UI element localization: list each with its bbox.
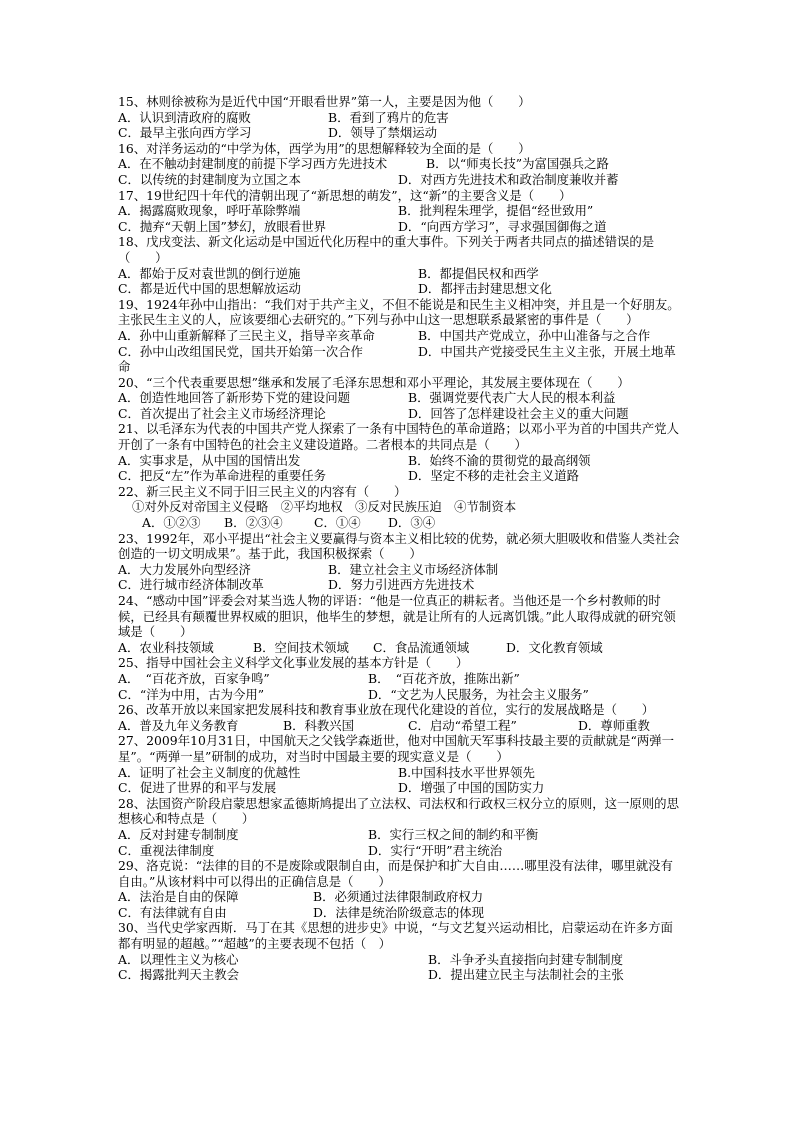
- option-c: C．重视法律制度: [118, 842, 215, 858]
- option-d: D．“文艺为人民服务，为社会主义服务”: [368, 686, 589, 702]
- option-c: C．把反“左”作为革命进程的重要任务: [118, 468, 327, 484]
- option-b: B．科教兴国: [283, 717, 355, 733]
- question-stem: 23、1992年，邓小平提出“社会主义要赢得与资本主义相比较的优势，就必须大胆吸收和借鉴人类社会创造的一切文明成果”。基于此，我国积极探索（ ）: [118, 530, 680, 562]
- option-c: C．以传统的封建制度为立国之本: [118, 171, 301, 187]
- question-stem: 17、19世纪四十年代的清朝出现了“新思想的萌发”，这“新”的主要含义是（ ）: [118, 187, 572, 203]
- option-b: B．建立社会主义市场经济体制: [328, 561, 499, 577]
- option-b: B．实行三权之间的制约和平衡: [368, 826, 539, 842]
- option-b: B．都提倡民权和西学: [418, 265, 539, 281]
- option-c: C．促进了世界的和平与发展: [118, 780, 277, 796]
- option-c: C．启动“希望工程”: [408, 717, 517, 733]
- option-d: D．努力引进西方先进技术: [328, 577, 475, 593]
- option-c: C．食品流通领域: [373, 639, 470, 655]
- question-stem: 25、指导中国社会主义科学文化事业发展的基本方针是（ ）: [118, 655, 469, 671]
- question-15: [118, 94, 683, 141]
- option-d: D．增强了中国的国防实力: [398, 780, 545, 796]
- option-d: D．对西方先进技术和政治制度兼收并蓄: [398, 171, 619, 187]
- question-26: [118, 702, 683, 733]
- option-d: D．提出建立民主与法制社会的主张: [428, 967, 624, 983]
- option-d: D．实行“开明”君主统治: [368, 842, 503, 858]
- question-stem: 16、对洋务运动的“中学为体，西学为用”的思想解释较为全面的是（ ）: [118, 140, 531, 156]
- question-stem: 24、“感动中国”评委会对某当选人物的评语：“他是一位真正的耕耘者。当他还是一个乡村教师的时候，已经具有颠覆世界权威的胆识，他毕生的梦想，就是让所有的人远离饥饿。”此人取得成就的研究领域是（ ）: [118, 593, 676, 640]
- option-c: C．都是近代中国的思想解放运动: [118, 281, 301, 297]
- option-a: A．认识到清政府的腐败: [118, 109, 251, 125]
- option-b: B．斗争矛头直接指向封建专制制度: [428, 951, 623, 967]
- option-c: C．揭露批判天主教会: [118, 967, 239, 983]
- option-a: A．都始于反对袁世凯的倒行逆施: [118, 265, 301, 281]
- option-c: C．抛弃“天朝上国”梦幻，放眼看世界: [118, 218, 327, 234]
- question-stem: 18、戊戌变法、新文化运动是中国近代化历程中的重大事件。下列关于两者共同点的描述错误的是（ ）: [118, 234, 655, 265]
- option-c: C．进行城市经济体制改革: [118, 577, 264, 593]
- question-stem: 29、洛克说：“法律的目的不是废除或限制自由，而是保护和扩大自由……哪里没有法律，哪里就没有自由。”从该材料中可以得出的正确信息是（ ）: [118, 858, 673, 889]
- question-stem: 28、法国资产阶段启蒙思想家孟德斯鸠提出了立法权、司法权和行政权三权分立的原则，这一原则的思想核心和特点是（ ）: [118, 795, 679, 827]
- option-b: B．以“师夷长技”为富国强兵之路: [426, 156, 609, 172]
- question-29: [118, 858, 683, 920]
- question-stem: 15、林则徐被称为是近代中国“开眼看世界”第一人，主要是因为他（ ）: [118, 94, 531, 109]
- question-24: [118, 593, 683, 655]
- question-items: ①对外反对帝国主义侵略 ②平均地权 ③反对民族压迫 ④节制资本: [132, 499, 517, 515]
- question-20: [118, 375, 683, 422]
- option-a: A．反对封建专制制度: [118, 826, 239, 842]
- question-stem: 26、改革开放以来国家把发展科技和教育事业放在现代化建设的首位，实行的发展战略是（ ）: [118, 702, 655, 718]
- option-a: A．揭露腐败现象，呼吁革除弊端: [118, 203, 301, 219]
- option-a: A．法治是自由的保障: [118, 889, 239, 905]
- option-a: A．普及九年义务教育: [118, 717, 239, 733]
- option-c: C．最早主张向西方学习: [118, 125, 252, 141]
- option-a: A．①②③: [142, 515, 201, 531]
- option-d: D．坚定不移的走社会主义道路: [408, 468, 580, 484]
- option-b: B． “百花齐放，推陈出新”: [368, 670, 520, 686]
- option-a: A．大力发展外向型经济: [118, 561, 251, 577]
- option-c: C．有法律就有自由: [118, 904, 227, 920]
- question-18: [118, 234, 683, 296]
- question-stem: 20、“三个代表重要思想”继承和发展了毛泽东思想和邓小平理论，其发展主要体现在（ ）: [118, 374, 630, 390]
- option-d: D．尊师重教: [578, 717, 650, 733]
- question-stem: 30、当代史学家西斯．马丁在其《思想的进步史》中说，“与文艺复兴运动相比，启蒙运动在许多方面都有明显的超越。”“超越”的主要表现不包括（ ）: [118, 920, 673, 952]
- option-a: A．农业科技领域: [118, 639, 214, 655]
- question-stem: 21、以毛泽东为代表的中国共产党人探索了一条有中国特色的革命道路；以邓小平为首的中国共产党人开创了一条有中国特色的社会主义建设道路。二者根本的共同点是（ ）: [118, 421, 679, 453]
- question-16: [118, 141, 683, 188]
- option-d: D．“向西方学习”，寻求强国御侮之道: [398, 218, 607, 234]
- option-a: A． “百花齐放，百家争鸣”: [118, 670, 270, 686]
- question-27: [118, 733, 683, 795]
- option-d: D．③④: [388, 515, 436, 531]
- option-b: B．中国共产党成立，孙中山准备与之合作: [418, 327, 651, 343]
- option-d: D．法律是统治阶级意志的体现: [313, 904, 485, 920]
- exam-page: [118, 94, 683, 983]
- option-b: B．空间技术领域: [253, 639, 349, 655]
- option-d: D．都抨击封建思想文化: [418, 281, 552, 297]
- question-28: [118, 796, 683, 858]
- question-19: [118, 297, 683, 375]
- option-c: C．①④: [314, 515, 361, 531]
- question-22: [118, 484, 683, 531]
- question-stem: 19、1924年孙中山指出：“我们对于共产主义，不但不能说是和民生主义相冲突，并且是一个好朋友。主张民生主义的人，应该要细心去研究的。”下列与孙中山这一思想联系最紧密的事件是（ ）: [118, 296, 680, 328]
- option-c: C．首次提出了社会主义市场经济理论: [118, 405, 326, 421]
- option-a: A．以理性主义为核心: [118, 951, 239, 967]
- question-21: [118, 421, 683, 483]
- option-b: B．必须通过法律限制政府权力: [313, 889, 484, 905]
- question-23: [118, 531, 683, 593]
- option-b: B．看到了鸦片的危害: [328, 109, 449, 125]
- option-d: D．领导了禁烟运动: [328, 125, 438, 141]
- option-a: A．创造性地回答了新形势下党的建设问题: [118, 390, 350, 406]
- question-stem: 27、2009年10月31日，中国航天之父钱学森逝世，他对中国航天军事科技最主要的贡献就是“两弹一星”。“两弹一星”研制的成功，对当时中国最主要的现实意义是（ ）: [118, 733, 675, 764]
- option-a: A．孙中山重新解释了三民主义，指导辛亥革命: [118, 327, 375, 343]
- option-b: B．批判程朱理学，提倡“经世致用”: [398, 203, 594, 219]
- question-25: [118, 655, 683, 702]
- option-a: A．证明了社会主义制度的优越性: [118, 764, 301, 780]
- option-c: C．孙中山改组国民党，国共开始第一次合作: [118, 343, 363, 359]
- option-a: A．实事求是，从中国的国情出发: [118, 452, 301, 468]
- option-d: D．文化教育领域: [506, 639, 603, 655]
- option-c: C．“洋为中用，古为今用”: [118, 686, 265, 702]
- option-d: D．中国共产党接受民生主义主张，开展土地革命: [118, 343, 676, 375]
- option-b: B．②③④: [224, 515, 283, 531]
- question-30: [118, 920, 683, 982]
- option-b: B．始终不渝的贯彻党的最高纲领: [408, 452, 591, 468]
- option-b: B.中国科技水平世界领先: [398, 764, 535, 780]
- question-stem: 22、新三民主义不同于旧三民主义的内容有（ ）: [118, 483, 407, 499]
- option-a: A．在不触动封建制度的前提下学习西方先进技术: [118, 156, 388, 172]
- option-d: D．回答了怎样建设社会主义的重大问题: [408, 405, 629, 421]
- question-17: [118, 188, 683, 235]
- option-b: B．强调党要代表广大人民的根本利益: [408, 390, 616, 406]
